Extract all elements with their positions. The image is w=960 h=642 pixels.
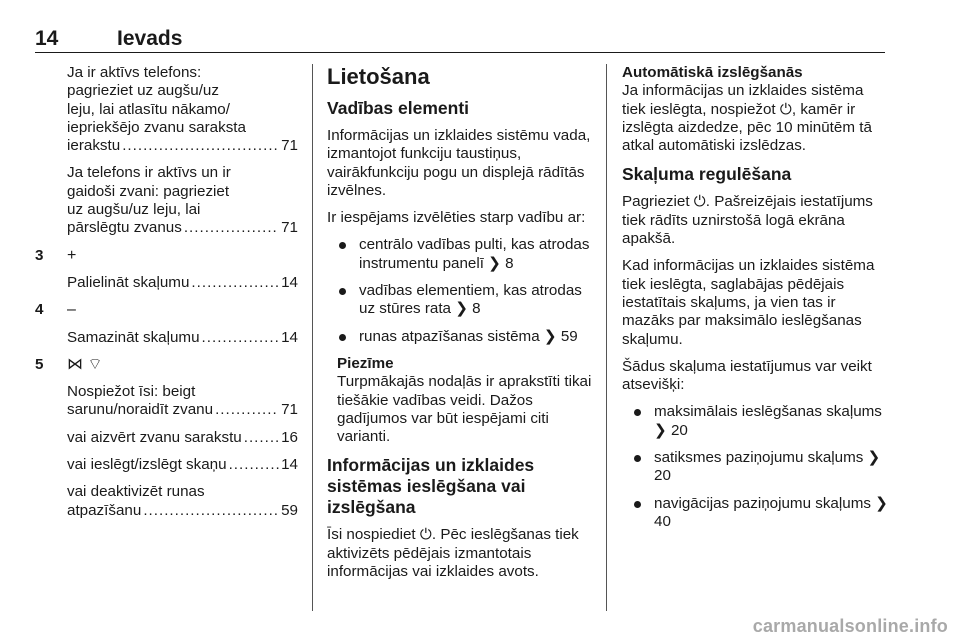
page-reference-number[interactable]: 59 (281, 501, 298, 519)
list-item: Ja ir aktīvs telefons: pagrieziet uz augšu/uz leju, lai atlasītu nākamo/ iepriekšējo zvanu saraksta ierakstu ..... 71 (35, 64, 298, 155)
list-item (35, 274, 298, 292)
numbered-item-4 (35, 301, 298, 319)
paragraph: Ja informācijas un izklaides sistēma tiek ieslēgta, nospiežot ⏻, kamēr ir izslēgta aizdedze, pēc 10 minūtēm tā atkal automātiski izslēdzas. (622, 82, 872, 155)
page-reference: vai aizvērt zvanu sarakstu ..... 16 (67, 429, 298, 447)
page-number: 14 (35, 27, 59, 50)
note-text: Turpmākajās nodaļās ir aprakstīti tikai tiešākie vadības veidi. Dažos gadījumos var būt iespējami citi varianti. (337, 373, 592, 446)
page-reference-number[interactable]: 71 (281, 401, 298, 419)
page-reference: ierakstu ..... 71 (67, 137, 298, 155)
item-number: 3 (35, 246, 44, 264)
paragraph: Īsi nospiediet ⏻. Pēc ieslēgšanas tiek aktivizēts pēdējais izmantotais informācijas vai izklaides avots. (327, 526, 579, 581)
bullet-list (622, 403, 888, 531)
page-reference: pārslēgtu zvanus ..... 71 (67, 219, 298, 237)
numbered-item-5 (35, 356, 298, 374)
list-item: Nospiežot īsi: beigt sarunu/noraidīt zvanu ..... 71 (35, 383, 298, 420)
note-box (327, 355, 595, 446)
list-item: vai deaktivizēt runas atpazīšanu ..... 59 (35, 483, 298, 520)
page-header (35, 26, 885, 53)
bullet-list (327, 236, 595, 345)
subsection-heading: Vadības elementi (327, 98, 470, 118)
subsection-heading: Informācijas un izklaides sistēmas ieslēgšana vai izslēgšana (327, 455, 535, 518)
page-reference-number[interactable]: 71 (281, 219, 298, 237)
list-item: satiksmes paziņojumu skaļums ❯ 20 (622, 449, 888, 486)
page-reference-number[interactable]: 14 (281, 273, 298, 291)
page-reference-number[interactable]: 14 (281, 328, 298, 346)
list-item (35, 429, 298, 447)
page-reference: atpazīšanu ..... 59 (67, 502, 298, 520)
phone-hangup-icon: ⋈ ⌔ (67, 355, 103, 373)
paragraph: Šādus skaļuma iestatījumus var veikt atsevišķi: (622, 357, 872, 394)
numbered-item-3 (35, 247, 298, 265)
paragraph: Kad informācijas un izklaides sistēma tiek ieslēgta, saglabājas pēdējais iestatītais skaļums, ja vien tas ir mazāks par maksimālo ieslēgšanas skaļumu. (622, 257, 875, 348)
list-item: Ja telefons ir aktīvs un ir gaidoši zvani: pagrieziet uz augšu/uz leju, lai pārslēgtu zvanus ..... 71 (35, 164, 298, 237)
note-label: Piezīme (337, 354, 394, 372)
column-divider (606, 64, 607, 611)
paragraph: Ir iespējams izvēlēties starp vadību ar: (327, 209, 586, 227)
page-reference: sarunu/noraidīt zvanu ..... 71 (67, 401, 298, 419)
item-number: 5 (35, 355, 44, 373)
list-item: maksimālais ieslēgšanas skaļums ❯ 20 (622, 403, 888, 440)
left-column (35, 64, 298, 529)
page-reference: Palielināt skaļumu ..... 14 (67, 274, 298, 292)
list-item (35, 329, 298, 347)
page-reference: Samazināt skaļumu ..... 14 (67, 329, 298, 347)
watermark: carmanualsonline.info (752, 616, 948, 636)
subsection-heading: Automātiskā izslēgšanās (622, 64, 803, 81)
paragraph: Pagrieziet ⏻. Pašreizējais iestatījums tiek rādīts uznirstošā logā ekrāna apakšā. (622, 193, 873, 248)
subsection-heading: Skaļuma regulēšana (622, 164, 792, 185)
list-item (35, 456, 298, 474)
list-item: navigācijas paziņojumu skaļums ❯ 40 (622, 495, 888, 532)
item-number: 4 (35, 301, 44, 319)
middle-column (327, 64, 595, 590)
right-column (622, 64, 888, 540)
minus-icon: – (67, 301, 76, 319)
page-reference-number[interactable]: 14 (281, 456, 298, 474)
paragraph: Informācijas un izklaides sistēmu vada, izmantojot funkciju taustiņus, vairākfunkciju pogu un displejā rādītās izvēlnes. (327, 127, 591, 199)
plus-icon: + (67, 246, 77, 264)
list-item: vadības elementiem, kas atrodas uz stūres rata ❯ 8 (327, 282, 595, 319)
list-item: centrālo vadības pulti, kas atrodas instrumentu panelī ❯ 8 (327, 236, 595, 273)
list-item: runas atpazīšanas sistēma ❯ 59 (327, 328, 595, 346)
page-reference-number[interactable]: 16 (281, 428, 298, 446)
page-reference-number[interactable]: 71 (281, 137, 298, 155)
section-heading: Lietošana (327, 64, 430, 89)
column-divider (312, 64, 313, 611)
page-title: Ievads (117, 27, 183, 50)
page-reference: vai ieslēgt/izslēgt skaņu ..... 14 (67, 456, 298, 474)
